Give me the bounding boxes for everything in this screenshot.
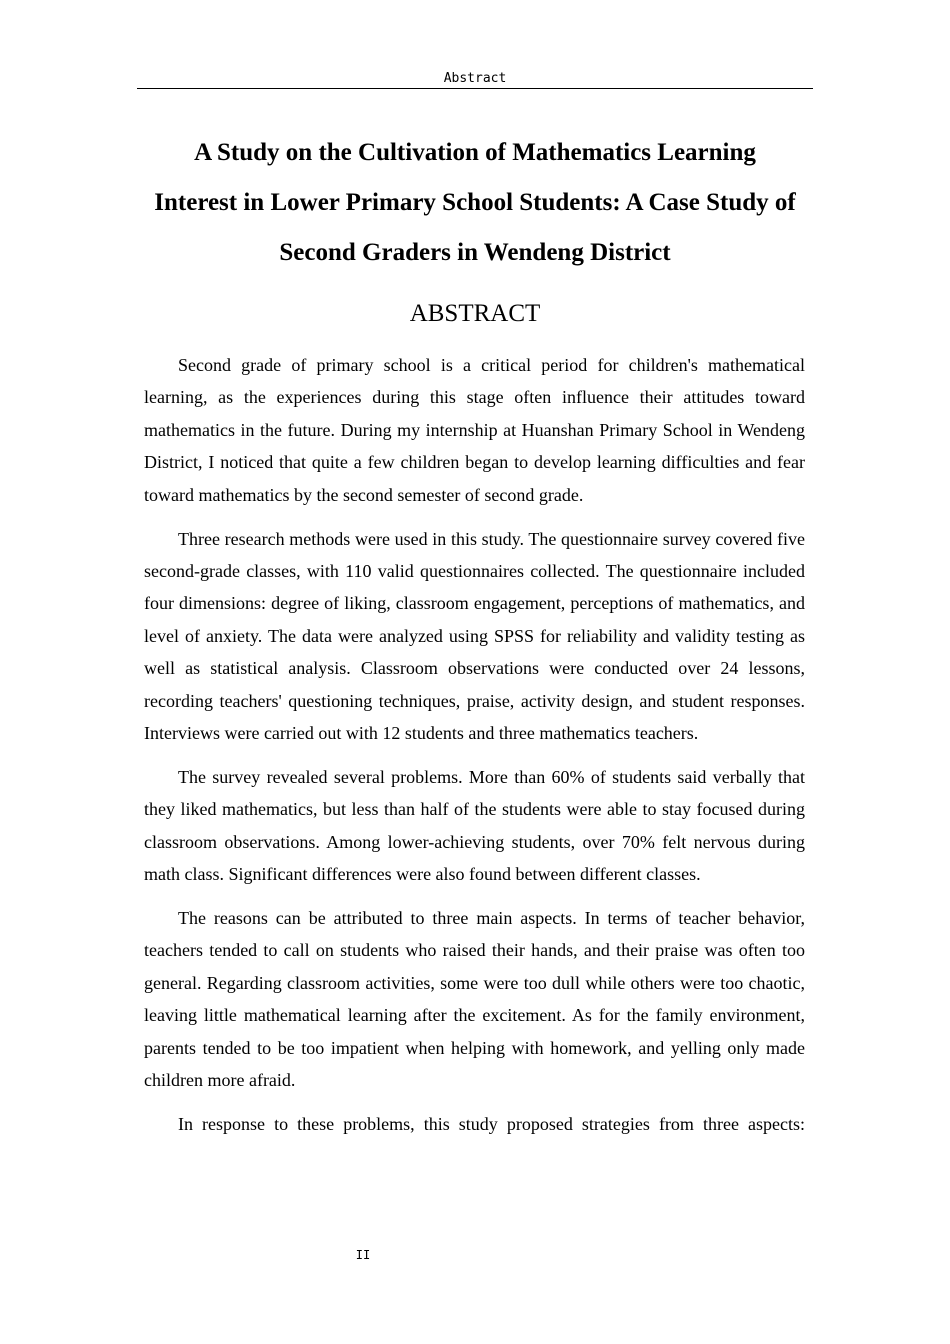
abstract-paragraph-3: The survey revealed several problems. More than 60% of students said verbally that they liked mathematics, but less than half of the students were able to stay focused during classroom observations. Among lower-achieving students, over 70% felt nervous during math class. Significant differences were also found between different classes. — [144, 766, 805, 885]
abstract-paragraph-1: Second grade of primary school is a critical period for children's mathematical learning, as the experiences during this stage often influence their attitudes toward mathematics in the future. During my internship at Huanshan Primary School in Wendeng District, I noticed that quite a few children began to develop learning difficulties and fear toward mathematics by the second semester of second grade. — [144, 355, 805, 505]
abstract-paragraph-2: Three research methods were used in this study. The questionnaire survey covered five second-grade classes, with 110 valid questionnaires collected. The questionnaire included four dimensions: degree of liking, classroom engagement, perceptions of mathematics, and level of anxiety. The data were analyzed using SPSS for reliability and validity testing as well as statistical analysis. Classroom observations were conducted over 24 lessons, recording teachers' questioning techniques, praise, activity design, and student responses. Interviews were carried out with 12 students and three mathematics teachers. — [144, 528, 805, 743]
title-line-1: A Study on the Cultivation of Mathematics Learning — [194, 139, 756, 166]
abstract-paragraph-5: In response to these problems, this study proposed strategies from three aspects: — [178, 1113, 805, 1134]
abstract-body — [144, 349, 805, 1152]
paper-title — [137, 128, 813, 278]
title-line-2: Interest in Lower Primary School Students: A Case Study of — [154, 189, 796, 216]
header-divider — [137, 88, 813, 89]
running-header: Abstract — [443, 71, 507, 86]
title-line-3: Second Graders in Wendeng District — [279, 239, 671, 266]
abstract-heading: ABSTRACT — [409, 300, 541, 327]
page-number: II — [355, 1248, 371, 1262]
abstract-paragraph-4: The reasons can be attributed to three main aspects. In terms of teacher behavior, teachers tended to call on students who raised their hands, and their praise was often too general. Regarding classroom activities, some were too dull while others were too chaotic, leaving little mathematical learning after the excitement. As for the family environment, parents tended to be too impatient when helping with homework, and yelling only made children more afraid. — [144, 908, 805, 1091]
